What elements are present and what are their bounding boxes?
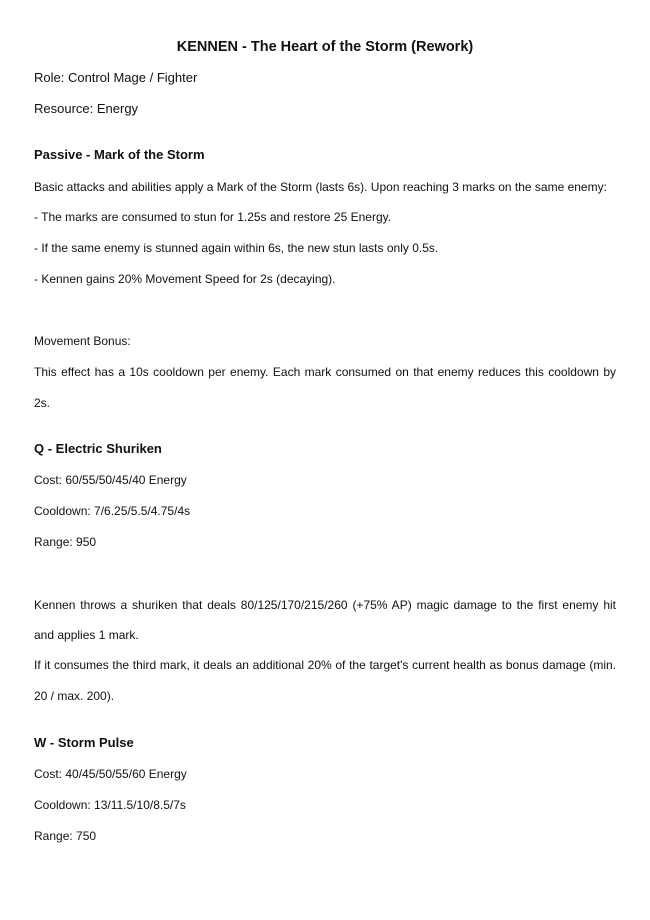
passive-heading: Passive - Mark of the Storm (34, 147, 205, 162)
q-cost: Cost: 60/55/50/45/40 Energy (34, 473, 187, 487)
page-title: KENNEN - The Heart of the Storm (Rework) (176, 39, 474, 55)
passive-bullet-repeat-stun: - If the same enemy is stunned again within 6s, the new stun lasts only 0.5s. (34, 241, 439, 255)
q-description-line-4: 20 / max. 200). (34, 689, 115, 703)
passive-cooldown-line-1: This effect has a 10s cooldown per enemy. Each mark consumed on that enemy reduces this cooldown by (34, 365, 616, 379)
w-cooldown: Cooldown: 13/11.5/10/8.5/7s (34, 798, 186, 812)
role-line: Role: Control Mage / Fighter (34, 70, 198, 85)
w-range: Range: 750 (34, 829, 97, 843)
w-cost: Cost: 40/45/50/55/60 Energy (34, 767, 187, 781)
passive-cooldown-line-2: 2s. (34, 396, 51, 410)
passive-intro: Basic attacks and abilities apply a Mark of the Storm (lasts 6s). Upon reaching 3 marks on the same enemy: (34, 180, 607, 194)
q-description-line-1: Kennen throws a shuriken that deals 80/125/170/215/260 (+75% AP) magic damage to the first enemy hit (34, 598, 616, 612)
w-heading: W - Storm Pulse (34, 735, 134, 750)
q-cooldown: Cooldown: 7/6.25/5.5/4.75/4s (34, 504, 191, 518)
resource-line: Resource: Energy (34, 101, 139, 116)
q-range: Range: 950 (34, 535, 97, 549)
passive-bullet-movement: - Kennen gains 20% Movement Speed for 2s (decaying). (34, 272, 336, 286)
q-description-line-2: and applies 1 mark. (34, 628, 139, 642)
movement-bonus-label: Movement Bonus: (34, 334, 131, 348)
q-description-line-3: If it consumes the third mark, it deals an additional 20% of the target's current health as bonus damage (min. (34, 658, 616, 672)
passive-bullet-stun: - The marks are consumed to stun for 1.25s and restore 25 Energy. (34, 210, 392, 224)
q-heading: Q - Electric Shuriken (34, 441, 162, 456)
